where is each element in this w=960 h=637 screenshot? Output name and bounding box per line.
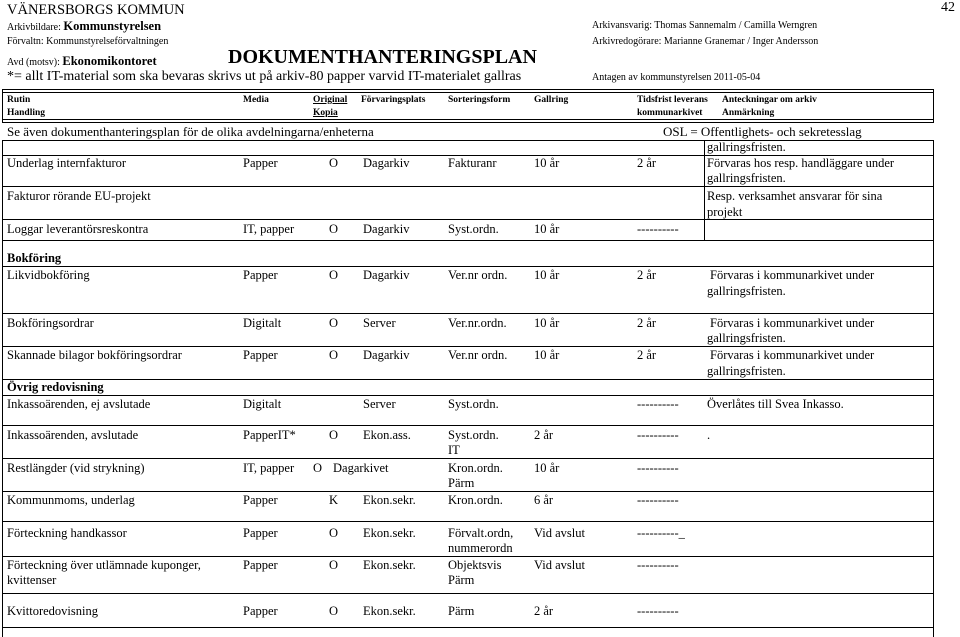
sort-cell: Ver.nr.ordn.	[448, 316, 507, 330]
sort-cell-cont: Pärm	[448, 476, 475, 490]
storage-cell: Dagarkiv	[363, 222, 410, 236]
media-cell: Papper	[243, 268, 278, 282]
gallring-cell: 10 år	[534, 268, 560, 282]
media-cell: Papper	[243, 493, 278, 507]
media-cell: Digitalt	[243, 397, 282, 411]
sort-cell: Kron.ordn.	[448, 493, 503, 507]
storage-cell: Ekon.sekr.	[363, 558, 416, 572]
administration-line: Förvaltn: Kommunstyrelseförvaltningen	[7, 36, 169, 47]
sort-cell: Syst.ordn.	[448, 397, 499, 411]
media-cell: IT, papper	[243, 222, 295, 236]
handling-cell: Underlag internfakturor	[7, 156, 127, 170]
deadline-cell: ----------	[637, 604, 679, 618]
page-number: 42	[941, 0, 955, 15]
sort-cell: Syst.ordn.	[448, 428, 499, 442]
deadline-cell: ----------_	[637, 526, 685, 540]
original-cell: O	[329, 558, 339, 572]
original-cell: O	[329, 156, 339, 170]
handling-cell: Likvidbokföring	[7, 268, 90, 282]
gallring-cell: 2 år	[534, 428, 554, 442]
archive-creator	[7, 20, 161, 34]
department-value: Ekonomikontoret	[62, 54, 157, 68]
note-cell-cont: gallringsfristen.	[707, 284, 786, 298]
deadline-cell: ----------	[637, 222, 679, 236]
sort-cell: Pärm	[448, 604, 475, 618]
handling-cell: Fakturor rörande EU-projekt	[7, 189, 151, 203]
storage-cell: Ekon.ass.	[363, 428, 411, 442]
handling-cell: Restlängder (vid strykning)	[7, 461, 145, 475]
deadline-cell: 2 år	[637, 156, 657, 170]
column-gallring: Gallring	[534, 95, 569, 105]
sort-cell-cont: Pärm	[448, 573, 475, 587]
note-cell-cont: gallringsfristen.	[707, 331, 786, 345]
media-cell: Papper	[243, 526, 278, 540]
media-cell: IT, papper	[243, 461, 295, 475]
column-deadline-sub: kommunarkivet	[637, 108, 703, 118]
column-notes: Anteckningar om arkiv	[722, 95, 817, 105]
media-cell: Papper	[243, 558, 278, 572]
note-cell: Resp. verksamhet ansvarar för sina	[707, 189, 883, 203]
handling-cell: Inkassoärenden, avslutade	[7, 428, 139, 442]
original-cell: O	[329, 268, 339, 282]
column-deadline: Tidsfrist leverans	[637, 95, 708, 105]
sort-cell: Förvalt.ordn,	[448, 526, 514, 540]
note-cell: Överlåtes till Svea Inkasso.	[707, 397, 844, 411]
department	[7, 55, 157, 69]
column-sort: Sorteringsform	[448, 95, 511, 105]
archive-responsible: Arkivansvarig: Thomas Sannemalm / Camilla Werngren	[592, 20, 818, 31]
original-cell: K	[329, 493, 339, 507]
handling-cell: Kommunmoms, underlag	[7, 493, 135, 507]
gallring-cell: 10 år	[534, 348, 560, 362]
deadline-cell: ----------	[637, 558, 679, 572]
gallring-cell: 10 år	[534, 156, 560, 170]
gallring-cell: 10 år	[534, 316, 560, 330]
gallring-cell: 2 år	[534, 604, 554, 618]
deadline-cell: 2 år	[637, 348, 657, 362]
note-cell: gallringsfristen.	[707, 140, 786, 154]
original-cell: O	[329, 348, 339, 362]
column-handling: Handling	[7, 108, 46, 118]
deadline-cell: ----------	[637, 397, 679, 411]
sort-cell: Syst.ordn.	[448, 222, 499, 236]
it-material-note: *= allt IT-material som ska bevaras skrivs ut på arkiv-80 papper varvid IT-materialet gallras	[7, 69, 522, 84]
media-cell: Papper	[243, 348, 278, 362]
note-cell-cont: projekt	[707, 205, 743, 219]
archive-creator-value: Kommunstyrelsen	[63, 19, 162, 33]
storage-cell: Ekon.sekr.	[363, 526, 416, 540]
section-heading-bokforing: Bokföring	[7, 251, 62, 265]
column-storage: Förvaringsplats	[361, 95, 426, 105]
note-cell-cont: gallringsfristen.	[707, 171, 786, 185]
handling-cell: Inkassoärenden, ej avslutade	[7, 397, 151, 411]
column-original: Original	[313, 95, 348, 105]
deadline-cell: 2 år	[637, 268, 657, 282]
osl-note: OSL = Offentlighets- och sekretesslag	[663, 124, 862, 139]
archive-officers: Arkivredogörare: Marianne Granemar / Inger Andersson	[592, 36, 819, 47]
note-cell: Förvaras hos resp. handläggare under	[707, 156, 895, 170]
column-rutin: Rutin	[7, 95, 31, 105]
original-cell: O	[329, 526, 339, 540]
sort-cell: Kron.ordn.	[448, 461, 503, 475]
sort-cell-cont: IT	[448, 443, 460, 457]
sort-cell: Objektsvis	[448, 558, 502, 572]
media-cell: Papper	[243, 604, 278, 618]
department-label: Avd (motsv):	[7, 57, 60, 68]
handling-cell: Skannade bilagor bokföringsordrar	[7, 348, 182, 362]
gallring-cell: Vid avslut	[534, 558, 585, 572]
gallring-cell: 10 år	[534, 461, 560, 475]
handling-cell: Kvittoredovisning	[7, 604, 98, 618]
storage-cell: Server	[363, 316, 396, 330]
storage-cell: Ekon.sekr.	[363, 604, 416, 618]
sort-cell: Ver.nr ordn.	[448, 268, 508, 282]
note-cell: Förvaras i kommunarkivet under	[710, 268, 875, 282]
original-cell: O	[313, 461, 323, 475]
see-also-note: Se även dokumenthanteringsplan för de olika avdelningarna/enheterna	[7, 124, 374, 139]
deadline-cell: ----------	[637, 461, 679, 475]
note-cell: Förvaras i kommunarkivet under	[710, 316, 875, 330]
sort-cell: Fakturanr	[448, 156, 497, 170]
column-notes-sub: Anmärkning	[722, 108, 775, 118]
handling-cell: Bokföringsordrar	[7, 316, 94, 330]
media-cell: Digitalt	[243, 316, 282, 330]
handling-cell: Loggar leverantörsreskontra	[7, 222, 149, 236]
original-cell: O	[329, 604, 339, 618]
sort-cell-cont: nummerordn	[448, 541, 513, 555]
section-heading-ovrig: Övrig redovisning	[7, 380, 104, 394]
deadline-cell: ----------	[637, 493, 679, 507]
original-cell: O	[329, 222, 339, 236]
sort-cell: Ver.nr ordn.	[448, 348, 508, 362]
storage-cell: Server	[363, 397, 396, 411]
storage-cell: Dagarkiv	[363, 348, 410, 362]
municipality-name: VÄNERSBORGS KOMMUN	[7, 2, 185, 18]
deadline-cell: 2 år	[637, 316, 657, 330]
deadline-cell: ----------	[637, 428, 679, 442]
column-media: Media	[243, 95, 269, 105]
note-cell: .	[707, 428, 711, 442]
original-cell: O	[329, 428, 339, 442]
storage-cell: Ekon.sekr.	[363, 493, 416, 507]
storage-cell: Dagarkiv	[363, 268, 410, 282]
gallring-cell: Vid avslut	[534, 526, 585, 540]
storage-cell: Dagarkiv	[363, 156, 410, 170]
media-cell: Papper	[243, 156, 278, 170]
archive-creator-label: Arkivbildare:	[7, 22, 61, 33]
document-title: DOKUMENTHANTERINGSPLAN	[228, 46, 537, 68]
gallring-cell: 10 år	[534, 222, 560, 236]
storage-cell: Dagarkivet	[333, 461, 389, 475]
handling-cell: Förteckning över utlämnade kuponger,	[7, 558, 201, 572]
handling-cell: Förteckning handkassor	[7, 526, 127, 540]
note-cell: Förvaras i kommunarkivet under	[710, 348, 875, 362]
handling-cell-cont: kvittenser	[7, 573, 57, 587]
column-kopia: Kopia	[313, 108, 338, 118]
note-cell-cont: gallringsfristen.	[707, 364, 786, 378]
media-cell: PapperIT*	[243, 428, 296, 442]
adoption-date: Antagen av kommunstyrelsen 2011-05-04	[592, 72, 761, 83]
gallring-cell: 6 år	[534, 493, 554, 507]
original-cell: O	[329, 316, 339, 330]
